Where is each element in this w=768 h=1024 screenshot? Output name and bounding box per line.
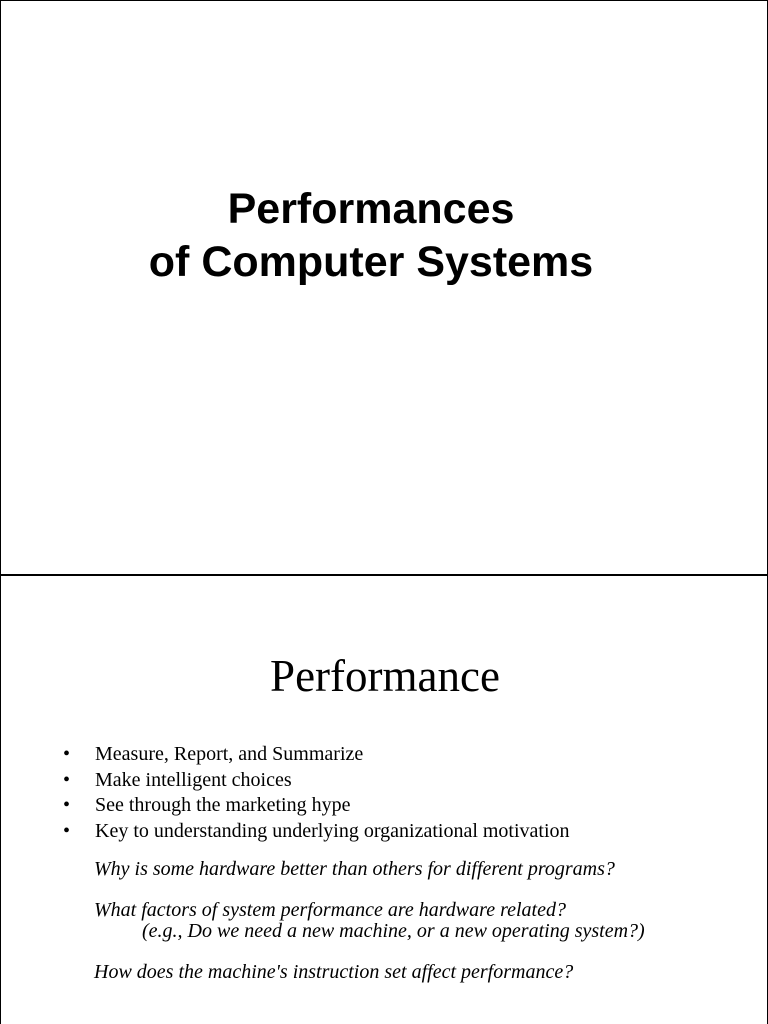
bullet-point-icon: •: [63, 794, 71, 816]
question-item: [94, 859, 645, 880]
question-text: Why is some hardware better than others for different programs?: [94, 858, 615, 880]
question-item: [94, 962, 645, 983]
bullet-point-icon: •: [63, 819, 71, 842]
bullet-item: [63, 742, 570, 768]
slide-2-title: Performance: [270, 651, 500, 701]
title-line-1: Performances: [227, 185, 515, 233]
title-line-2: of Computer Systems: [148, 238, 594, 286]
slide-performance: [0, 576, 768, 1024]
question-item: [94, 900, 645, 942]
slide-1-title: [1, 183, 741, 289]
bullet-point-icon: •: [63, 768, 71, 791]
bullet-item: [63, 768, 570, 794]
question-text: What factors of system performance are hardware related?: [94, 899, 566, 921]
bullet-item: [63, 793, 570, 819]
bullet-list: [63, 742, 570, 844]
question-list: [94, 859, 645, 1003]
question-subtext: (e.g., Do we need a new machine, or a new operating system?): [142, 920, 645, 942]
bullet-text: See through the marketing hype: [95, 794, 351, 816]
bullet-item: [63, 819, 570, 845]
bullet-text: Make intelligent choices: [95, 768, 292, 791]
question-text: How does the machine's instruction set affect performance?: [94, 961, 574, 983]
bullet-text: Measure, Report, and Summarize: [95, 743, 364, 765]
bullet-point-icon: •: [63, 743, 71, 765]
bullet-text: Key to understanding underlying organizational motivation: [95, 819, 570, 842]
